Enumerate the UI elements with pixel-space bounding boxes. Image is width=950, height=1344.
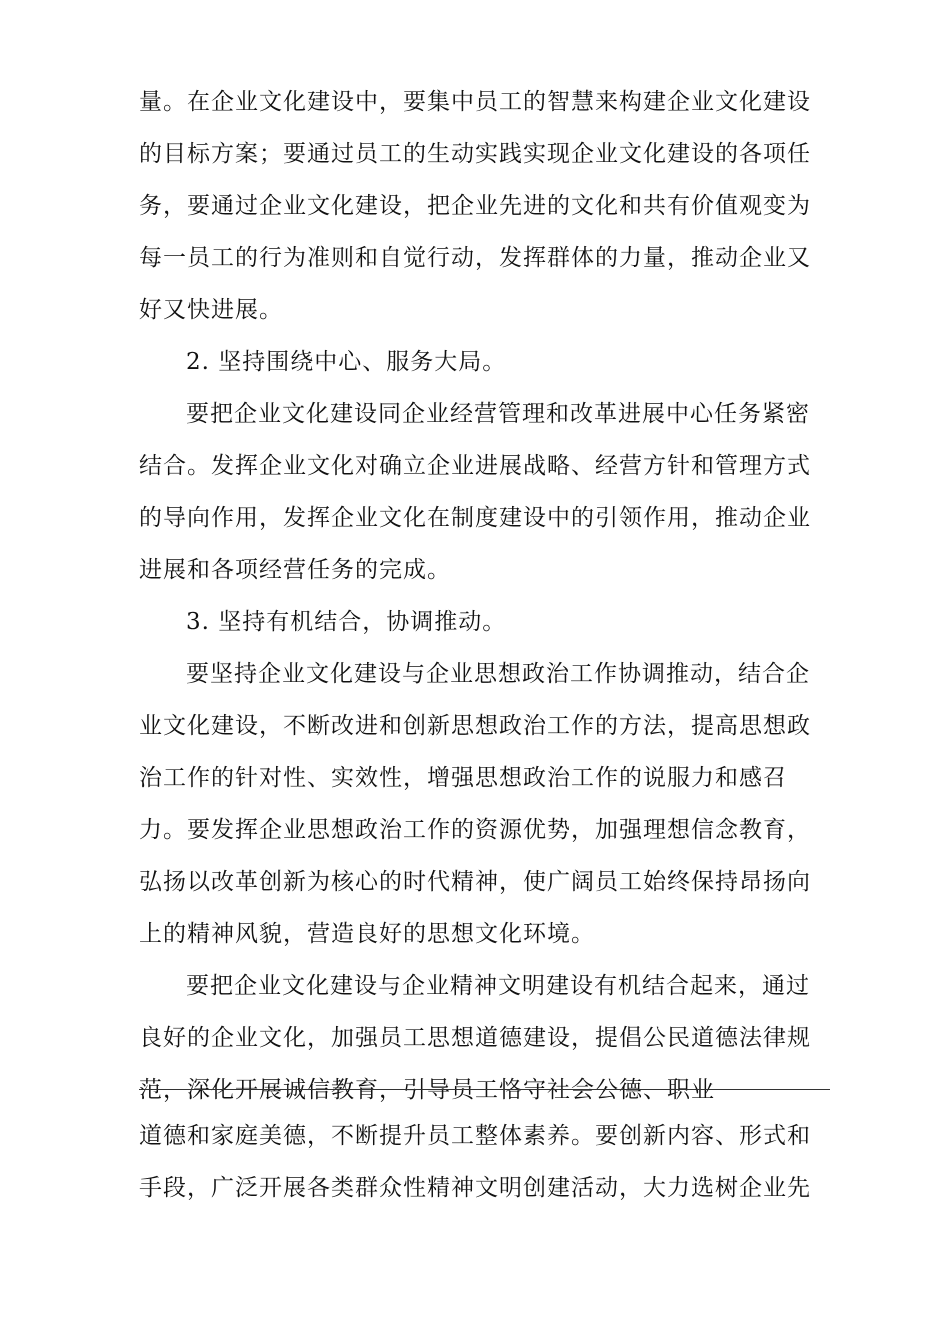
text-line: 手段，广泛开展各类群众性精神文明创建活动，大力选树企业先 xyxy=(139,1175,811,1201)
text-line: 好又快进展。 xyxy=(139,297,283,323)
text-line: 要坚持企业文化建设与企业思想政治工作协调推动，结合企 xyxy=(186,661,810,687)
text-line: 结合。发挥企业文化对确立企业进展战略、经营方针和管理方式 xyxy=(139,453,811,479)
lower-text-block xyxy=(139,1110,839,1214)
text-line: 业文化建设，不断改进和创新思想政治工作的方法，提高思想政 xyxy=(139,713,811,739)
text-line: 力。要发挥企业思想政治工作的资源优势，加强理想信念教育， xyxy=(139,817,811,843)
text-line: 2. 坚持围绕中心、服务大局。 xyxy=(186,349,507,375)
text-line: 进展和各项经营任务的完成。 xyxy=(139,557,451,583)
text-line: 道德和家庭美德，不断提升员工整体素养。要创新内容、形式和 xyxy=(139,1123,811,1149)
text-line: 良好的企业文化，加强员工思想道德建设，提倡公民道德法律规 xyxy=(139,1025,811,1051)
text-line: 务，要通过企业文化建设，把企业先进的文化和共有价值观变为 xyxy=(139,193,811,219)
text-line: 上的精神风貌，营造良好的思想文化环境。 xyxy=(139,921,595,947)
text-line: 要把企业文化建设同企业经营管理和改革进展中心任务紧密 xyxy=(186,401,810,427)
text-line: 的目标方案；要通过员工的生动实践实现企业文化建设的各项任 xyxy=(139,141,811,167)
text-line: 3. 坚持有机结合，协调推动。 xyxy=(186,609,507,635)
text-line: 的导向作用，发挥企业文化在制度建设中的引领作用，推动企业 xyxy=(139,505,811,531)
text-line: 治工作的针对性、实效性，增强思想政治工作的说服力和感召 xyxy=(139,765,787,791)
text-line: 要把企业文化建设与企业精神文明建设有机结合起来，通过 xyxy=(186,973,810,999)
text-line: 弘扬以改革创新为核心的时代精神，使广阔员工始终保持昂扬向 xyxy=(139,869,811,895)
text-line: 每一员工的行为准则和自觉行动，发挥群体的力量，推动企业又 xyxy=(139,245,811,271)
text-line: 范，深化开展诚信教育，引导员工恪守社会公德、职业 xyxy=(139,1077,715,1103)
upper-text-block xyxy=(139,76,839,1116)
page-divider xyxy=(139,1089,830,1090)
text-line: 量。在企业文化建设中，要集中员工的智慧来构建企业文化建设 xyxy=(139,89,811,115)
